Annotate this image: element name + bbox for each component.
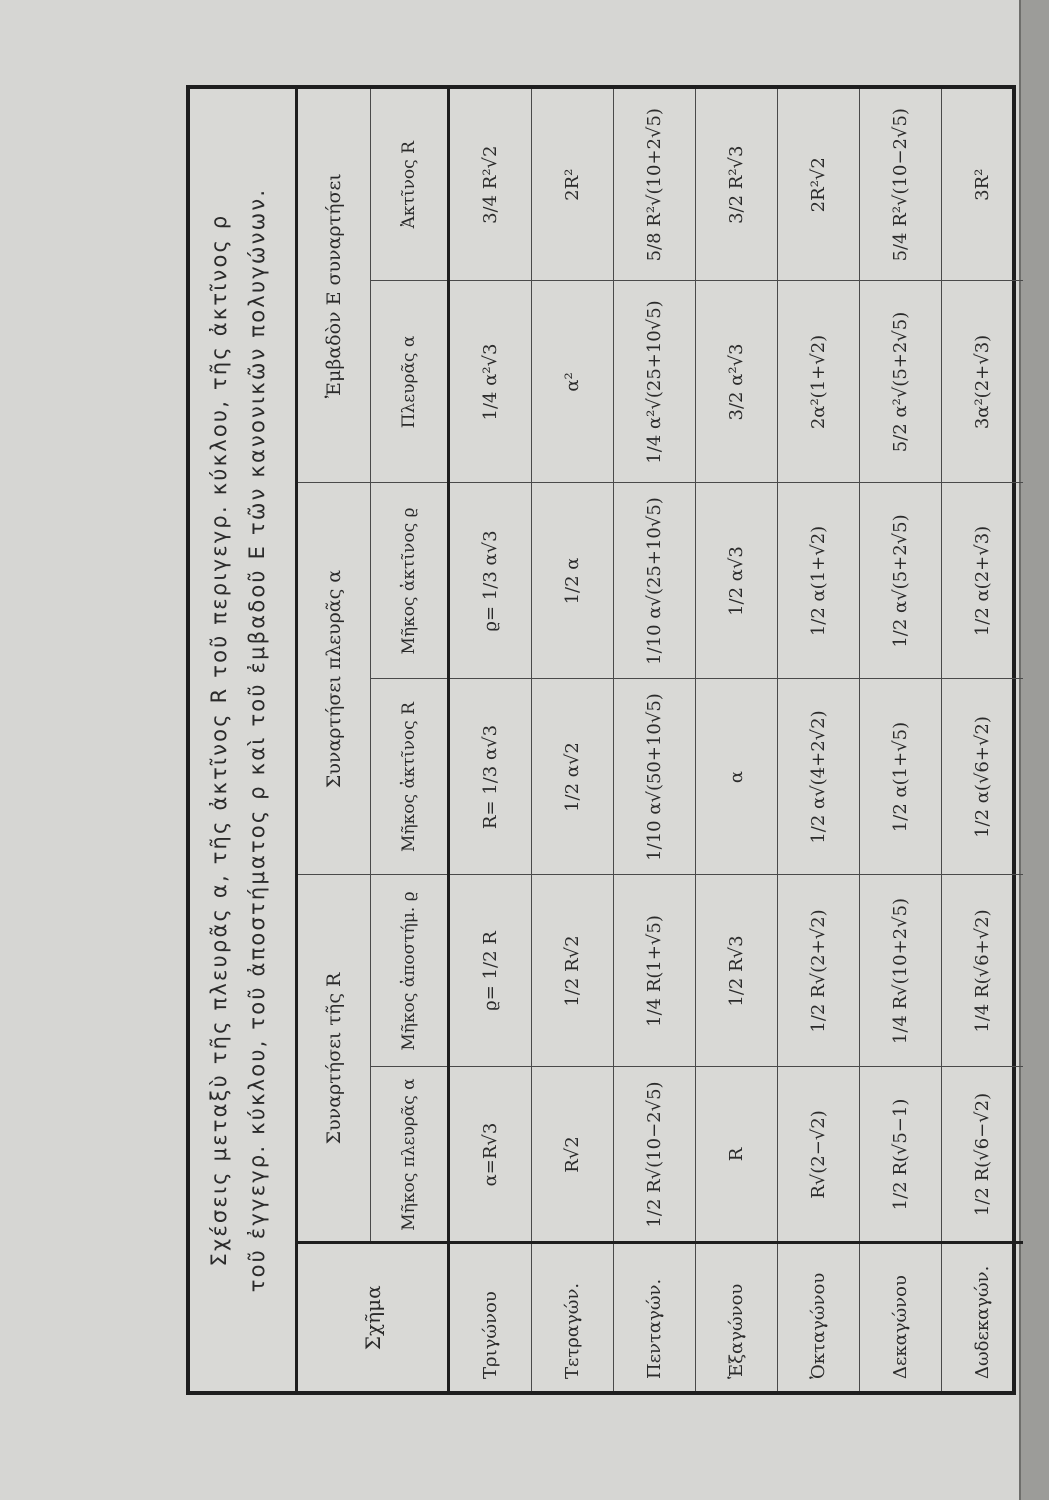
header-group-a: Συναρτήσει πλευρᾶς α: [298, 483, 371, 875]
cell-radius-R: 1/2 α√2: [532, 679, 614, 875]
cell-E-side: 1/4 α²√(25+10√5): [614, 281, 696, 483]
cell-side: 1/2 R(√5−1): [860, 1067, 942, 1243]
cell-side: R√(2−√2): [778, 1067, 860, 1243]
table-row: [614, 89, 696, 1391]
row-name: Δωδεκαγών.: [942, 1243, 1024, 1391]
table-row: [532, 89, 614, 1391]
cell-radius-R: α: [696, 679, 778, 875]
title-line-1: Σχέσεις μεταξὺ τῆς πλευρᾶς α, τῆς ἀκτῖνος R τοῦ περιγεγρ. κύκλου, τῆς ἀκτῖνος ρ: [207, 213, 231, 1267]
cell-radius-rho: ϱ= 1/3 α√3: [449, 483, 532, 679]
header-apothem: Μῆκος ἀποστήμ. ϱ: [371, 875, 449, 1067]
cell-radius-R: R= 1/3 α√3: [449, 679, 532, 875]
table-row: [449, 89, 532, 1391]
cell-radius-rho: 1/2 α: [532, 483, 614, 679]
cell-radius-rho: 1/2 α√(5+2√5): [860, 483, 942, 679]
cell-E-radius: 2R²: [532, 89, 614, 281]
header-group-R: Συναρτήσει τῆς R: [298, 875, 371, 1243]
cell-apothem: 1/4 R(1+√5): [614, 875, 696, 1067]
cell-radius-rho: 1/2 α√3: [696, 483, 778, 679]
header-E-side: Πλευρᾶς α: [371, 281, 449, 483]
table-row: [942, 89, 1024, 1391]
row-name: Ἑξαγώνου: [696, 1243, 778, 1391]
title-line-2: τοῦ ἐγγεγρ. κύκλου, τοῦ ἀποστήματος ρ καὶ τοῦ ἐμβαδοῦ Ε τῶν κανονικῶν πολυγώνων.: [245, 187, 269, 1293]
cell-E-radius: 3R²: [942, 89, 1024, 281]
table-title: [190, 89, 298, 1391]
cell-apothem: 1/4 R√(10+2√5): [860, 875, 942, 1067]
cell-side: R: [696, 1067, 778, 1243]
header-side: Μῆκος πλευρᾶς α: [371, 1067, 449, 1243]
row-name: Δεκαγώνου: [860, 1243, 942, 1391]
cell-side: R√2: [532, 1067, 614, 1243]
row-name: Τετραγών.: [532, 1243, 614, 1391]
cell-side: 1/2 R√(10−2√5): [614, 1067, 696, 1243]
table-row: [696, 89, 778, 1391]
header-radius-rho: Μῆκος ἀκτῖνος ϱ: [371, 483, 449, 679]
cell-E-side: 3/2 α²√3: [696, 281, 778, 483]
cell-E-radius: 2R²√2: [778, 89, 860, 281]
cell-E-side: 5/2 α²√(5+2√5): [860, 281, 942, 483]
cell-side: 1/2 R(√6−√2): [942, 1067, 1024, 1243]
book-spine: [1019, 0, 1049, 1500]
cell-E-radius: 3/2 R²√3: [696, 89, 778, 281]
cell-radius-R: 1/10 α√(50+10√5): [614, 679, 696, 875]
cell-radius-R: 1/2 α(1+√5): [860, 679, 942, 875]
cell-E-side: α²: [532, 281, 614, 483]
cell-radius-R: 1/2 α√(4+2√2): [778, 679, 860, 875]
cell-radius-rho: 1/10 α√(25+10√5): [614, 483, 696, 679]
cell-E-side: 1/4 α²√3: [449, 281, 532, 483]
cell-apothem: 1/2 R√(2+√2): [778, 875, 860, 1067]
cell-radius-rho: 1/2 α(2+√3): [942, 483, 1024, 679]
header-shape: Σχῆμα: [298, 1243, 449, 1391]
table-row: [860, 89, 942, 1391]
cell-E-side: 3α²(2+√3): [942, 281, 1024, 483]
cell-radius-rho: 1/2 α(1+√2): [778, 483, 860, 679]
row-name: Ὀκταγώνου: [778, 1243, 860, 1391]
polygon-relations-table-sheet: [186, 85, 1016, 1395]
cell-apothem: ϱ= 1/2 R: [449, 875, 532, 1067]
row-name: Τριγώνου: [449, 1243, 532, 1391]
cell-E-radius: 5/8 R²√(10+2√5): [614, 89, 696, 281]
header-E-radius: Ἀκτῖνος R: [371, 89, 449, 281]
cell-apothem: 1/2 R√3: [696, 875, 778, 1067]
cell-apothem: 1/4 R(√6+√2): [942, 875, 1024, 1067]
cell-E-side: 2α²(1+√2): [778, 281, 860, 483]
table-row: [778, 89, 860, 1391]
cell-E-radius: 5/4 R²√(10−2√5): [860, 89, 942, 281]
cell-radius-R: 1/2 α(√6+√2): [942, 679, 1024, 875]
row-name: Πενταγών.: [614, 1243, 696, 1391]
cell-E-radius: 3/4 R²√2: [449, 89, 532, 281]
cell-side: α=R√3: [449, 1067, 532, 1243]
relations-table: [298, 89, 1023, 1391]
header-radius-R: Μῆκος ἀκτῖνος R: [371, 679, 449, 875]
header-group-E: Ἐμβαδὸν Ε συναρτήσει: [298, 89, 371, 483]
cell-apothem: 1/2 R√2: [532, 875, 614, 1067]
